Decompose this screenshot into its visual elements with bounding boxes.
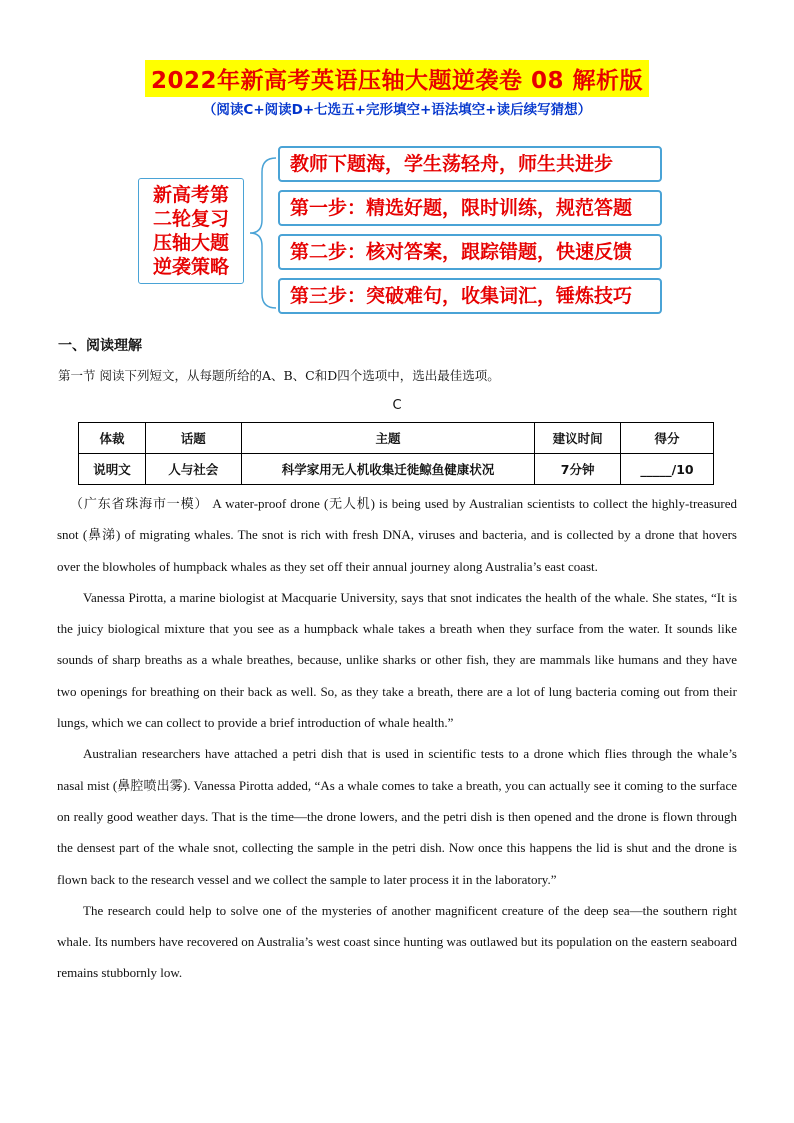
table-header-cell: 主题 <box>241 423 534 454</box>
section-instruction: 第一节 阅读下列短文，从每题所给的A、B、C和D四个选项中，选出最佳选项。 <box>58 368 500 383</box>
article-paragraph: （广东省珠海市一模） A water-proof drone (无人机) is being used by Australian scientists to collect the highly-treasured snot (鼻涕) of migrating whales. The snot is rich with fresh DNA, viruses and bacteria, and is collected by a drone that hovers over the blowholes of humpback whales as they set off their annual journey along Australia’s east coast. <box>57 496 737 574</box>
page-title: 2022年新高考英语压轴大题逆袭卷 08 解析版 <box>145 60 649 97</box>
brace-icon <box>248 154 278 312</box>
table-header-cell: 体裁 <box>79 423 146 454</box>
page-subtitle: （阅读C+阅读D+七选五+完形填空+语法填空+读后续写猜想） <box>202 102 592 118</box>
article-paragraph: Vanessa Pirotta, a marine biologist at Macquarie University, says that snot indicates the health of the whale. She states, “It is the juicy biological mixture that you see as a humpback whale takes a breath when they surface from the water. It sounds like sounds of sharp breaths as a whale breathes, because, unlike sharks or other fish, they are mammals like humans and they have two openings for breathing on their back as well. So, as they take a breath, there are a lot of lung bacteria coming out from their lungs, which we can collect to provide a brief introduction of whale health.” <box>57 589 737 731</box>
strategy-step: 第二步：核对答案，跟踪错题，快速反馈 <box>278 234 662 270</box>
table-header-row <box>79 423 714 454</box>
section-title: 一、阅读理解 <box>58 338 142 354</box>
title-row <box>0 60 794 97</box>
strategy-step: 教师下题海，学生荡轻舟，师生共进步 <box>278 146 662 182</box>
table-cell: _____/10 <box>621 454 714 485</box>
article-paragraph: The research could help to solve one of the mysteries of another magnificent creature of the deep sea—the southern right whale. Its numbers have recovered on Australia’s west coast since hunting was outlawed but its population on the eastern seaboard remains stubbornly low. <box>57 902 737 981</box>
info-table <box>78 422 714 485</box>
table-row <box>79 454 714 485</box>
strategy-line: 压轴大题 <box>152 232 229 254</box>
passage-letter: C <box>392 398 402 413</box>
strategy-step: 第一步：精选好题，限时训练，规范答题 <box>278 190 662 226</box>
strategy-line: 二轮复习 <box>152 208 229 230</box>
table-cell: 7分钟 <box>535 454 621 485</box>
strategy-box <box>138 178 244 284</box>
table-header-cell: 建议时间 <box>535 423 621 454</box>
strategy-line: 逆袭策略 <box>152 256 229 278</box>
table-header-cell: 话题 <box>145 423 241 454</box>
table-cell: 科学家用无人机收集迁徙鲸鱼健康状况 <box>241 454 534 485</box>
article-paragraph: Australian researchers have attached a petri dish that is used in scientific tests to a drone which flies through the whale’s nasal mist (鼻腔喷出雾). Vanessa Pirotta added, “As a whale comes to take a breath, you can actually see it coming to the surface on really good weather days. That is the time—the drone lowers, and the petri dish is then opened and the drone is flown through the densest part of the whale snot, collecting the sample in the petri dish. Now once this happens the lid is shut and the drone is flown back to the research vessel and we collect the sample to later process it in the laboratory.” <box>57 746 737 887</box>
strategy-step: 第三步：突破难句，收集词汇，锤炼技巧 <box>278 278 662 314</box>
table-cell: 人与社会 <box>145 454 241 485</box>
table-header-cell: 得分 <box>621 423 714 454</box>
table-cell: 说明文 <box>79 454 146 485</box>
strategy-line: 新高考第 <box>152 184 229 206</box>
article-body <box>57 488 737 989</box>
